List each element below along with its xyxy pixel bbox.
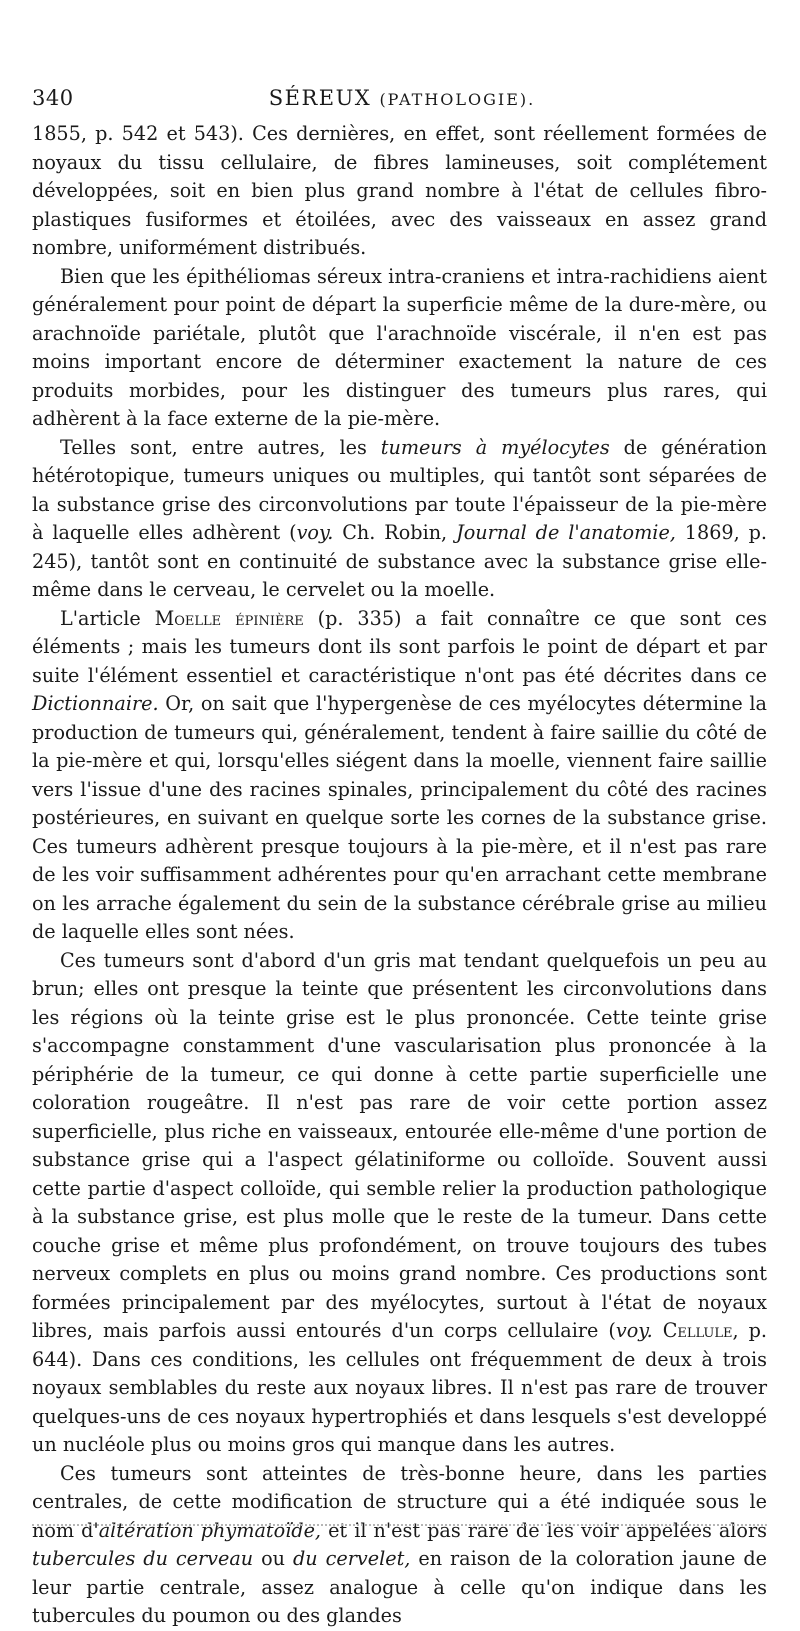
italic-text: voy.: [615, 1319, 653, 1342]
paragraph-p2: [32, 263, 767, 434]
running-title-subtitle: (PATHOLOGIE).: [379, 90, 536, 109]
text-run: 1869, p. 245), tantôt sont en continuité de substance avec la substance grise elle-même dans le cerveau, le cervelet ou la moelle.: [32, 521, 768, 601]
paragraph-p4: [32, 605, 767, 947]
italic-text: Dictionnaire.: [32, 692, 159, 715]
paragraph-p3: [32, 434, 767, 605]
body-text: [32, 120, 767, 1631]
paragraph-p1: [32, 120, 767, 263]
footer-dotted-rule: [32, 1524, 767, 1526]
paragraph-p5: [32, 947, 767, 1460]
italic-text: altération phymatoïde,: [98, 1518, 322, 1542]
italic-text: tumeurs à myélocytes: [380, 435, 610, 459]
running-title-main: SÉREUX: [268, 86, 372, 110]
text-run: , p. 644). Dans ces conditions, les cellules ont fréquemment de deux à trois noyaux semblables du reste aux noyaux libres. Il n'est pas rare de trouver quelques-uns de ces noyaux hypertrophiés et dans lesquels s'est developpé un nucléole plus ou moins gros qui manque dans les autres.: [32, 1319, 767, 1456]
text-run: Ces tumeurs sont atteintes de très-bonne heure, dans les parties centrales, de cette modification de structure qui a été indiquée sous le nom d': [32, 1461, 767, 1542]
text-run: ou: [253, 1547, 293, 1570]
italic-text: du cervelet,: [293, 1547, 411, 1570]
small-caps-text: Moelle épinière: [154, 606, 304, 630]
text-run: de génération hétérotopique, tumeurs uniques ou multiples, qui tantôt sont séparées de la substance grise des circonvolutions par toute l'épaisseur de la pie-mère à laquelle elles adhèrent (: [32, 435, 767, 544]
text-run: Ces tumeurs sont d'abord d'un gris mat tendant quelquefois un peu au brun; elles ont presque la teinte que présentent les circonvolutions dans les régions où la teinte grise est le plus prononcée. Cette teinte grise s'accompagne constamment d'une vascularisation plus prononcée à la périphérie de la tumeur, ce qui donne à cette partie superficielle une coloration rougeâtre. Il n'est pas rare de voir cette portion assez superficielle, plus riche en vaisseaux, entourée elle-même d'une portion de substance grise qui a l'aspect gélatiniforme ou colloïde. Souvent aussi cette partie d'aspect colloïde, qui semble relier la production pathologique à la substance grise, est plus molle que le reste de la tumeur. Dans cette couche grise et même plus profondément, on trouve toujours des tubes nerveux complets en plus ou moins grand nombre. Ces productions sont formées principalement par des myélocytes, surtout à l'état de noyaux libres, mais parfois aussi entourés d'un corps cellulaire (: [32, 948, 767, 1342]
text-run: Telles sont, entre autres, les: [60, 435, 381, 459]
italic-text: tubercules du cerveau: [32, 1547, 254, 1570]
text-run: (p. 335) a fait connaître ce que sont ces éléments ; mais les tumeurs dont ils sont parfois le point de départ et par suite l'élément essentiel et caractéristique n'ont pas été décrites dans ce: [32, 606, 767, 687]
text-run: en raison de la coloration jaune de leur partie centrale, assez analogue à celle qu'on indique dans les tubercules du poumon ou des glandes: [32, 1547, 767, 1627]
small-caps-text: Cellule: [662, 1319, 733, 1342]
text-run: [653, 1319, 663, 1342]
italic-text: voy.: [296, 521, 334, 544]
text-run: L'article: [60, 606, 155, 630]
text-run: et il n'est pas rare de les voir appelées alors: [321, 1518, 767, 1542]
italic-text: Journal de l'anatomie,: [456, 521, 676, 544]
text-run: 1855, p. 542 et 543). Ces dernières, en effet, sont réellement formées de noyaux du tissu cellulaire, de fibres lamineuses, soit complétement développées, soit en bien plus grand nombre à l'état de cellules fibro-plastiques fusiformes et étoilées, avec des vaisseaux en assez grand nombre, uniformément distribués.: [32, 122, 767, 259]
running-title: [32, 86, 772, 110]
paragraph-p6: [32, 1460, 767, 1631]
text-run: Ch. Robin,: [333, 521, 457, 544]
page-number: 340: [32, 86, 74, 110]
running-header: [32, 86, 772, 118]
text-run: Bien que les épithéliomas séreux intra-craniens et intra-rachidiens aient généralement pour point de départ la superficie même de la dure-mère, ou arachnoïde pariétale, plutôt que l'arachnoïde viscérale, il n'en est pas moins important encore de déterminer exactement la nature de ces produits morbides, pour les distinguer des tumeurs plus rares, qui adhèrent à la face externe de la pie-mère.: [32, 264, 767, 430]
text-run: Or, on sait que l'hypergenèse de ces myélocytes détermine la production de tumeurs qui, généralement, tendent à faire saillie du côté de la pie-mère et qui, lorsqu'elles siégent dans la moelle, viennent faire saillie vers l'issue d'une des racines spinales, principalement du côté des racines postérieures, en suivant en quelque sorte les cornes de la substance grise. Ces tumeurs adhèrent presque toujours à la pie-mère, et il n'est pas rare de les voir suffisamment adhérentes pour qu'en arrachant cette membrane on les arrache également du sein de la substance cérébrale grise au milieu de laquelle elles sont nées.: [32, 692, 767, 943]
